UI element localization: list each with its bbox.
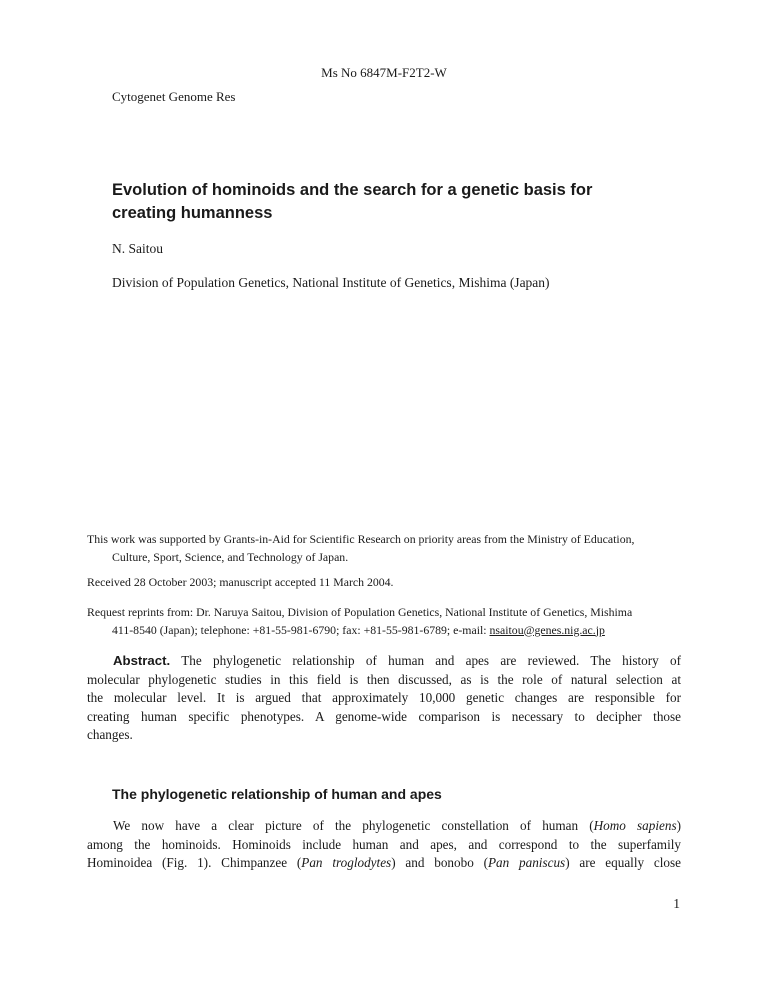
text-line: [87, 708, 681, 727]
text-run: Pan paniscus: [487, 855, 566, 870]
text-run: ) are equally close: [565, 855, 681, 870]
text-run: the molecular level. It is argued that approximately 10,000 genetic changes are responsible for: [87, 690, 681, 705]
body-paragraph: [87, 817, 681, 873]
text-line: [87, 836, 681, 855]
text-run: among the hominoids. Hominoids include human and apes, and correspond to the superfamily: [87, 836, 681, 852]
text-run: molecular phylogenetic studies in this field is then discussed, as is the role of natural selection at: [87, 671, 681, 687]
journal-name: Cytogenet Genome Res: [112, 89, 236, 104]
text-run: ) and bonobo (: [391, 855, 488, 870]
text-run: Request reprints from: Dr. Naruya Saitou, Division of Population Genetics, National Institute of Genetics, Mishima: [87, 605, 633, 619]
text-run: Abstract.: [113, 653, 171, 668]
text-line: [87, 604, 683, 622]
text-line: [112, 202, 712, 225]
article-title: [112, 179, 712, 225]
affiliation: Division of Population Genetics, National Institute of Genetics, Mishima (Japan): [112, 275, 550, 290]
text-run: This work was supported by Grants-in-Aid for Scientific Research on priority areas from the Ministry of Education,: [87, 532, 635, 546]
text-run: We now have a clear picture of the phylogenetic constellation of human (: [113, 818, 594, 833]
text-line: [87, 671, 681, 690]
text-line: [87, 726, 681, 745]
text-run: Homo sapiens: [593, 818, 677, 833]
text-run: changes.: [87, 727, 133, 742]
text-run: creating human specific phenotypes. A genome-wide comparison is necessary to decipher those: [87, 708, 681, 724]
manuscript-number: Ms No 6847M-F2T2-W: [321, 65, 447, 80]
text-run: 411-8540 (Japan); telephone: +81-55-981-6790; fax: +81-55-981-6789; e-mail:: [112, 622, 490, 637]
text-line: [87, 531, 683, 549]
abstract: [87, 652, 681, 745]
text-line: [87, 689, 681, 708]
received-note: Received 28 October 2003; manuscript accepted 11 March 2004.: [87, 575, 394, 589]
text-run: Hominoidea (Fig. 1). Chimpanzee (: [87, 855, 302, 870]
text-run: ): [676, 818, 681, 833]
text-run: Pan troglodytes: [301, 855, 392, 870]
support-footnote: [87, 531, 683, 566]
text-line: [87, 854, 681, 873]
text-line: [87, 652, 681, 671]
reprints-note: [87, 604, 683, 639]
text-line: [87, 817, 681, 836]
page-number: 1: [673, 896, 680, 911]
email-link[interactable]: nsaitou@genes.nig.ac.jp: [489, 622, 605, 637]
text-line: [112, 179, 712, 202]
section-heading: The phylogenetic relationship of human and apes: [112, 786, 442, 802]
text-line: [87, 549, 683, 567]
text-line: [87, 622, 683, 640]
author-name: N. Saitou: [112, 241, 164, 256]
text-run: The phylogenetic relationship of human and apes are reviewed. The history of: [170, 653, 681, 668]
text-run: creating humanness: [112, 204, 273, 222]
text-run: Evolution of hominoids and the search for a genetic basis for: [112, 181, 593, 199]
text-run: Culture, Sport, Science, and Technology of Japan.: [112, 549, 349, 564]
